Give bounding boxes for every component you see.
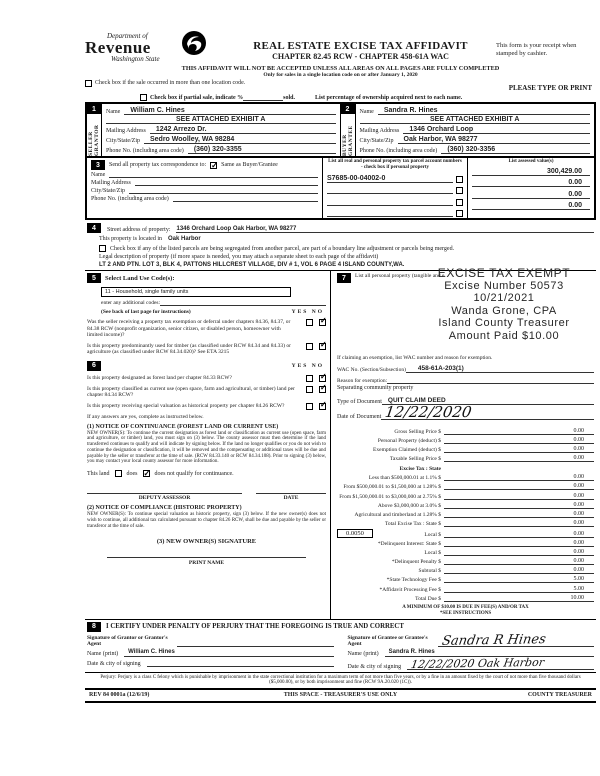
dor-swirl-icon xyxy=(181,30,207,61)
q4-yes-checkbox[interactable] xyxy=(306,386,313,393)
grantee-name-print-label: Name (print) xyxy=(347,650,379,657)
money-row-value[interactable]: 0.00 xyxy=(444,493,594,500)
q3-no-checkbox[interactable] xyxy=(319,375,326,382)
buyer-city-field[interactable]: Oak Harbor, WA 98277 xyxy=(398,136,591,144)
grantor-name-print-field[interactable]: William C. Hines xyxy=(124,649,333,657)
minimum-due-note: A MINIMUM OF $10.00 IS DUE IN FEE(S) AND/OR TAX xyxy=(402,604,529,610)
corr-phone-field[interactable] xyxy=(173,201,318,202)
money-row xyxy=(337,474,594,481)
reason-exemption-label: Reason for exemption: xyxy=(337,378,388,384)
money-row-label: Taxable Selling Price $ xyxy=(389,456,441,463)
section-5-badge: 5 xyxy=(87,273,101,283)
date-of-document-field[interactable] xyxy=(381,403,594,421)
seller-phone-label: Phone No. (including area code) xyxy=(106,148,184,154)
money-row-value[interactable]: 0.00 xyxy=(444,520,594,527)
assessed-values-column xyxy=(468,158,594,218)
money-row-value[interactable]: 0.00 xyxy=(444,558,594,565)
exemption-note: If claiming an exemption, list WAC number and reason for exemption. xyxy=(337,355,493,361)
money-row xyxy=(337,586,594,593)
reason-exemption-value: Separating community property xyxy=(337,385,414,391)
question-forest-land: Is this property designated as forest land per chapter 84.33 RCW? xyxy=(87,374,232,381)
form-footer xyxy=(85,688,596,703)
treasurer-use-only-label: THIS SPACE - TREASURER'S USE ONLY xyxy=(283,692,398,699)
form-title: REAL ESTATE EXCISE TAX AFFIDAVIT xyxy=(253,40,468,52)
local-rate-box: 0.0050 xyxy=(337,529,373,538)
yes-no-header-5: YES NO xyxy=(291,309,324,315)
money-row xyxy=(337,428,594,435)
reason-exemption-field[interactable] xyxy=(387,377,594,384)
property-address-section xyxy=(85,220,596,270)
money-row-label: Excise Tax : State xyxy=(399,466,441,473)
minimum-fee-notes xyxy=(337,605,594,619)
money-row-value[interactable]: 0.00 xyxy=(444,474,594,481)
money-row-label: From $1,500,000.01 to $3,000,000 at 2.75% $ xyxy=(339,493,441,500)
personal-property-checkbox-2[interactable] xyxy=(456,187,463,194)
type-of-document-field[interactable]: QUIT CLAIM DEED xyxy=(382,397,594,405)
grantee-signature-field[interactable] xyxy=(438,631,595,649)
buyer-name-field[interactable]: Sandra R. Hines xyxy=(378,107,590,115)
question-current-use: Is this property classified as current use (open space, farm and agricultural, or timber) land per chapter 84.34 RCW? xyxy=(87,385,295,398)
corr-mailing-label: Mailing Address xyxy=(91,180,131,186)
section-7-badge: 7 xyxy=(337,273,351,283)
wac-number-label: WAC No. (Section/Subsection) xyxy=(337,367,406,373)
money-row-label: Local $ xyxy=(424,550,441,557)
certification-section xyxy=(85,619,596,672)
wac-number-field[interactable]: 458-61A-203(1) xyxy=(406,365,594,373)
tax-correspondence-block xyxy=(85,158,596,220)
assessed-value-4[interactable]: 0.00 xyxy=(472,202,590,210)
pre-header-row xyxy=(85,80,596,92)
washington-state-label: Washington State xyxy=(111,55,160,63)
does-not-label: does not qualify for continuance. xyxy=(154,470,234,477)
buyer-phone-field[interactable]: (360) 320-3356 xyxy=(441,146,590,154)
grantor-signature-label: Signature of Grantor or Grantor's Agent xyxy=(87,634,168,647)
personal-property-checkbox-4[interactable] xyxy=(456,210,463,217)
grantee-signature-handwriting: Sandra R Hines xyxy=(440,631,547,649)
affidavit-page xyxy=(85,28,596,703)
money-row-value[interactable]: 0.00 xyxy=(444,502,594,509)
money-row-value[interactable]: 0.00 xyxy=(444,428,594,435)
street-address-field[interactable]: 1346 Orchard Loop Oak Harbor, WA 98277 xyxy=(176,226,594,233)
money-row-label: Personal Property (deduct) $ xyxy=(377,438,441,445)
personal-property-label: List all personal property (tangible and e xyxy=(355,273,445,279)
q5-yes-checkbox[interactable] xyxy=(306,403,313,410)
deputy-assessor-line[interactable]: DEPUTY ASSESSOR xyxy=(87,493,242,501)
grantor-signature-field[interactable] xyxy=(177,637,334,647)
dept-of-label: Department of xyxy=(107,32,148,40)
money-row-value[interactable]: 5.00 xyxy=(444,586,594,593)
date-line[interactable]: DATE xyxy=(256,493,326,501)
money-row-value[interactable]: 0.00 xyxy=(444,567,594,574)
seller-city-field[interactable]: Sedro Woolley, WA 98284 xyxy=(144,136,336,144)
land-does-not-checkbox[interactable] xyxy=(143,470,150,477)
q2-no-checkbox[interactable] xyxy=(319,343,326,350)
money-row-label: From $500,000.01 to $1,500,000 at 1.28% $ xyxy=(343,484,441,491)
type-of-document-label: Type of Document xyxy=(337,399,382,405)
dor-logo xyxy=(85,28,225,63)
land-use-code-field[interactable]: 11 - Household, single family units xyxy=(101,287,291,297)
seller-name-field[interactable]: William C. Hines xyxy=(124,107,335,115)
money-row-label: Local $ xyxy=(424,531,441,538)
question-historical: Is this property receiving special valuation as historical property per chapter 84.26 RCW? xyxy=(87,402,285,409)
see-instructions-note: *SEE INSTRUCTIONS xyxy=(439,610,492,616)
partial-sale-percent-field[interactable] xyxy=(243,100,283,101)
partial-sale-suffix: sold. xyxy=(283,95,296,101)
money-row-label: *State Technology Fee $ xyxy=(386,577,441,584)
parcel-number-field-3[interactable] xyxy=(327,198,453,206)
buyer-phone-label: Phone No. (including area code) xyxy=(359,148,438,154)
form-revision-number: REV 84 0001a (12/6/19) xyxy=(89,692,150,699)
additional-codes-label: enter any additional codes: xyxy=(101,300,161,306)
notice1-title: (1) NOTICE OF CONTINUANCE (FOREST LAND OR CURRENT USE) xyxy=(87,423,279,430)
section-4-badge: 4 xyxy=(87,223,101,233)
instructions-note: (See back of last page for instructions) xyxy=(101,309,191,315)
money-row xyxy=(337,549,594,556)
assessed-value-2[interactable]: 0.00 xyxy=(472,179,590,187)
grantee-date-city-field[interactable] xyxy=(407,655,594,671)
corr-phone-label: Phone No. (including area code) xyxy=(91,196,169,202)
money-row xyxy=(337,595,594,602)
street-address-label: Street address of property: xyxy=(107,227,171,233)
buyer-city-label: City/State/Zip xyxy=(359,138,394,144)
seller-name-label: Name xyxy=(106,109,121,115)
please-type-or-print: PLEASE TYPE OR PRINT xyxy=(508,84,592,92)
question-timber-agriculture: Is this property predominantly used for timber (as classified under RCW 84.34 and 84.33) or agriculture (as classified under RCW 84.34.020)? See ETA 3215 xyxy=(87,342,291,355)
money-row-value[interactable]: 0.00 xyxy=(444,531,594,538)
warning-line: THIS AFFIDAVIT WILL NOT BE ACCEPTED UNLESS ALL AREAS ON ALL PAGES ARE FULLY COMPLETED xyxy=(181,65,500,72)
money-row xyxy=(337,446,594,453)
money-row-label: Subtotal $ xyxy=(418,568,441,575)
send-correspondence-label: Send all property tax correspondence to: xyxy=(109,162,207,168)
stamp-exempt-line: EXCISE TAX EXEMPT xyxy=(437,266,571,280)
money-row-label: Gross Selling Price $ xyxy=(394,429,441,435)
partial-sale-row xyxy=(140,94,596,101)
land-use-label: Select Land Use Code(s): xyxy=(105,274,175,282)
new-owner-signature-line[interactable] xyxy=(107,557,306,558)
treasurer-stamp xyxy=(399,267,600,342)
seller-side-strip xyxy=(87,104,102,156)
buyer-mailing-label: Mailing Address xyxy=(359,128,400,134)
additional-codes-field[interactable] xyxy=(160,305,326,306)
q1-yes-checkbox[interactable] xyxy=(306,319,313,326)
corr-name-field[interactable] xyxy=(109,177,318,178)
grantee-signature-block xyxy=(347,631,595,671)
buyer-name-label: Name xyxy=(359,109,374,115)
money-row xyxy=(337,502,594,509)
corr-mailing-field[interactable] xyxy=(135,185,318,186)
q1-no-checkbox[interactable] xyxy=(319,319,326,326)
located-in-label: This property is located in xyxy=(99,236,162,242)
county-treasurer-label: COUNTY TREASURER xyxy=(527,692,592,699)
notice2-title: (2) NOTICE OF COMPLIANCE (HISTORIC PROPERTY) xyxy=(87,505,242,512)
seller-mailing-field[interactable]: 1242 Arrezo Dr. xyxy=(150,126,336,134)
parcel-number-field[interactable]: S7685-00-04002-0 xyxy=(327,175,453,183)
money-row xyxy=(337,558,594,565)
segregated-label: Check box if any of the listed parcels are being segregated from another parcel, are part of a boundary line adjustment or parcels being merged. xyxy=(110,245,455,252)
money-row xyxy=(337,540,594,547)
located-in-field[interactable]: Oak Harbor xyxy=(168,236,201,242)
parcel-numbers-column xyxy=(322,158,468,218)
print-name-label: PRINT NAME xyxy=(188,559,225,566)
middle-columns xyxy=(85,266,596,619)
grantee-signature-label: Signature of Grantee or Grantee's Agent xyxy=(347,634,428,647)
seller-phone-field[interactable]: (360) 320-3355 xyxy=(188,146,336,154)
excise-tax-column xyxy=(330,266,596,619)
q5-no-checkbox[interactable] xyxy=(319,403,326,410)
legal-description-label: Legal description of property (if more space is needed, you may attach a separate sheet to each page of the affidavit) xyxy=(99,254,379,260)
revenue-label: Revenue xyxy=(85,38,151,57)
notice2-body: NEW OWNER(S): To continue special valuation as historic property, sign (3) below. If the new owner(s) does not wish to continue, all additional tax calculated pursuant to chapter 84.26 RCW, shall be due and payable by the seller or transferor at the time of sale. xyxy=(87,512,326,529)
personal-property-checkbox-3[interactable] xyxy=(456,199,463,206)
notice1-body: NEW OWNER(S): To continue the current designation as forest land or classification as current use (open space, farm and agriculture, or timber) land, you must sign on (3) below. The county assessor must then determine if the land transferred continues to qualify and will indicate by signing below. If the land no longer qualifies or you do not wish to continue the designation or classification, it will be removed and the compensating or additional taxes will be due and payable by the seller or transferor at the time of sale. (RCW 84.33.140 or RCW 84.34.108). Prior to signing (3) below, you may contact your local county assessor for more information. xyxy=(87,430,326,465)
q3-yes-checkbox[interactable] xyxy=(306,375,313,382)
seller-fields xyxy=(102,104,341,156)
only-for-line: Only for sales in a single location code on or after January 1, 2020 xyxy=(263,72,418,78)
stamp-treasurer-name: Wanda Grone, CPA xyxy=(451,304,557,317)
segregated-checkbox[interactable] xyxy=(99,245,106,252)
section-3-badge: 3 xyxy=(91,160,105,170)
stamp-date: 10/21/2021 xyxy=(473,292,535,304)
assessed-value-3[interactable]: 0.00 xyxy=(472,191,590,199)
money-row xyxy=(337,493,594,500)
grantee-date-city-handwriting: 12/22/2020 Oak Harbor xyxy=(410,655,546,671)
certify-statement: I CERTIFY UNDER PENALTY OF PERJURY THAT THE FOREGOING IS TRUE AND CORRECT xyxy=(106,623,404,631)
parcel-number-field-2[interactable] xyxy=(327,186,453,194)
legal-description-value[interactable]: LT 2 AND PTN. LOT 3, BLK 4, PATTONS HILLCREST VILLAGE, DIV # 1, VOL 6 PAGE 4 ISLAND COUNTY,WA. xyxy=(99,262,405,268)
grantor-name-print-label: Name (print) xyxy=(87,650,119,657)
money-row-label: Above $3,000,000 at 3.0% $ xyxy=(377,502,441,509)
stamp-excise-number: Excise Number 50573 xyxy=(444,279,564,292)
grantor-date-city-label: Date & city of signing xyxy=(87,660,141,667)
assessed-value-1[interactable]: 300,429.00 xyxy=(472,168,590,176)
money-row-value[interactable]: 0.00 xyxy=(444,483,594,490)
money-row xyxy=(337,529,594,538)
money-row-value[interactable]: 5.00 xyxy=(444,576,594,583)
land-use-column xyxy=(85,271,330,619)
money-row-value[interactable]: 0.00 xyxy=(444,549,594,556)
grantor-signature-block xyxy=(87,635,334,670)
land-does-checkbox[interactable] xyxy=(115,470,122,477)
buyer-exhibit-note: SEE ATTACHED EXHIBIT A xyxy=(360,116,591,124)
money-row-label: *Delinquent Penalty $ xyxy=(391,559,441,566)
date-of-document-handwriting: 12/22/2020 xyxy=(384,403,474,421)
does-label: does xyxy=(126,470,138,477)
form-subtitle: CHAPTER 82.45 RCW - CHAPTER 458-61A WAC xyxy=(272,52,449,61)
money-row-value[interactable]: 0.00 xyxy=(444,455,594,462)
corr-name-label: Name xyxy=(91,172,106,178)
seller-mailing-label: Mailing Address xyxy=(106,128,146,134)
partial-sale-checkbox[interactable] xyxy=(140,94,147,101)
money-row-label: *Delinquent Interest: State $ xyxy=(377,541,441,548)
assessed-values-header: List assessed value(s) xyxy=(508,159,554,164)
money-row-label: Total Due $ xyxy=(415,595,441,602)
money-row-value[interactable]: 0.00 xyxy=(444,437,594,444)
money-row xyxy=(337,567,594,574)
money-row xyxy=(337,483,594,490)
parcel-number-field-4[interactable] xyxy=(327,209,453,217)
receipt-note: This form is your receipt when stamped by cashier. xyxy=(496,42,577,57)
money-row xyxy=(337,520,594,527)
form-header xyxy=(85,28,596,63)
seller-buyer-block xyxy=(85,102,596,158)
money-row-label: *Affidavit Processing Fee $ xyxy=(379,586,441,593)
grantee-date-city-label: Date & city of signing xyxy=(347,663,402,670)
money-row-value[interactable]: 0.00 xyxy=(444,446,594,453)
seller-city-label: City/State/Zip xyxy=(106,138,140,144)
ownership-note: List percentage of ownership acquired next to each name. xyxy=(315,95,463,101)
money-row xyxy=(337,511,594,518)
buyer-side-strip xyxy=(341,104,356,156)
yes-no-header-6: YES NO xyxy=(291,362,324,369)
stamp-treasurer-title: Island County Treasurer xyxy=(438,317,570,329)
money-row-label: Total Excise Tax : State $ xyxy=(384,520,441,527)
excise-tax-table xyxy=(337,428,594,602)
section-2-badge: 2 xyxy=(341,104,355,114)
seller-grantor-label: SELLER GRANTOR xyxy=(88,124,100,156)
buyer-mailing-field[interactable]: 1346 Orchard Loop xyxy=(403,126,590,134)
partial-sale-label: Check box if partial sale, indicate % xyxy=(150,95,244,101)
money-row xyxy=(337,437,594,444)
stamp-amount-paid: Amount Paid $10.00 xyxy=(448,329,560,342)
date-of-document-label: Date of Document xyxy=(337,414,382,420)
perjury-statement: Perjury: Perjury is a class C felony which is punishable by imprisonment in the state correctional institution for a maximum term of not more than five years, or by a fine in an amount fixed by the court of not more than five thousand dollars ($5,000.00), or by both imprisonment and fine (RCW 9A.20.020 (1C)). xyxy=(85,672,596,689)
money-row xyxy=(337,576,594,583)
section-6-badge: 6 xyxy=(87,361,101,371)
correspondence-fields xyxy=(87,158,322,218)
title-block xyxy=(225,28,496,63)
new-owner-signature-title: (3) NEW OWNER(S) SIGNATURE xyxy=(156,537,257,545)
question-exemption-deferral: Was the seller receiving a property tax exemption or deferral under chapters 84.36, 84.37, or 84.38 RCW (nonprofit organization, senior citizen, or disabled person, homeowner with limited income)? xyxy=(87,319,291,338)
same-as-buyer-label: Same as Buyer/Grantee xyxy=(221,162,278,168)
parcel-numbers-header: List all real and personal property tax parcel account numbers - check box if personal property xyxy=(328,159,462,170)
money-row-value[interactable]: 10.00 xyxy=(444,595,594,602)
money-row-label: Less than $500,000.01 at 1.1% $ xyxy=(368,475,441,482)
multi-location-label: Check box if the sale occurred in more than one location code. xyxy=(95,80,246,86)
buyer-fields xyxy=(356,104,595,156)
this-land-label: This land xyxy=(87,470,110,477)
corr-city-field[interactable] xyxy=(129,193,318,194)
q2-yes-checkbox[interactable] xyxy=(306,343,313,350)
q4-no-checkbox[interactable] xyxy=(319,386,326,393)
if-yes-note: If any answers are yes, complete as instructed below. xyxy=(87,413,204,420)
money-row xyxy=(337,455,594,462)
money-row-value[interactable]: 0.00 xyxy=(444,511,594,518)
personal-property-checkbox-1[interactable] xyxy=(456,176,463,183)
grantor-date-city-field[interactable] xyxy=(147,659,334,667)
buyer-grantee-label: BUYER GRANTEE xyxy=(341,125,354,156)
section-8-badge: 8 xyxy=(87,622,101,632)
money-row xyxy=(337,465,594,472)
money-row-value[interactable]: 0.00 xyxy=(444,540,594,547)
money-row-label: Exemption Claimed (deduct) $ xyxy=(373,447,441,454)
same-as-buyer-checkbox[interactable] xyxy=(210,162,217,169)
money-row-label: Agricultural and timberland at 1.28% $ xyxy=(354,511,441,518)
multi-location-checkbox[interactable] xyxy=(85,80,92,87)
grantee-name-print-field[interactable]: Sandra R. Hines xyxy=(385,649,594,657)
section-1-badge: 1 xyxy=(87,104,101,114)
seller-exhibit-note: SEE ATTACHED EXHIBIT A xyxy=(106,116,336,124)
corr-city-label: City/State/Zip xyxy=(91,188,125,194)
